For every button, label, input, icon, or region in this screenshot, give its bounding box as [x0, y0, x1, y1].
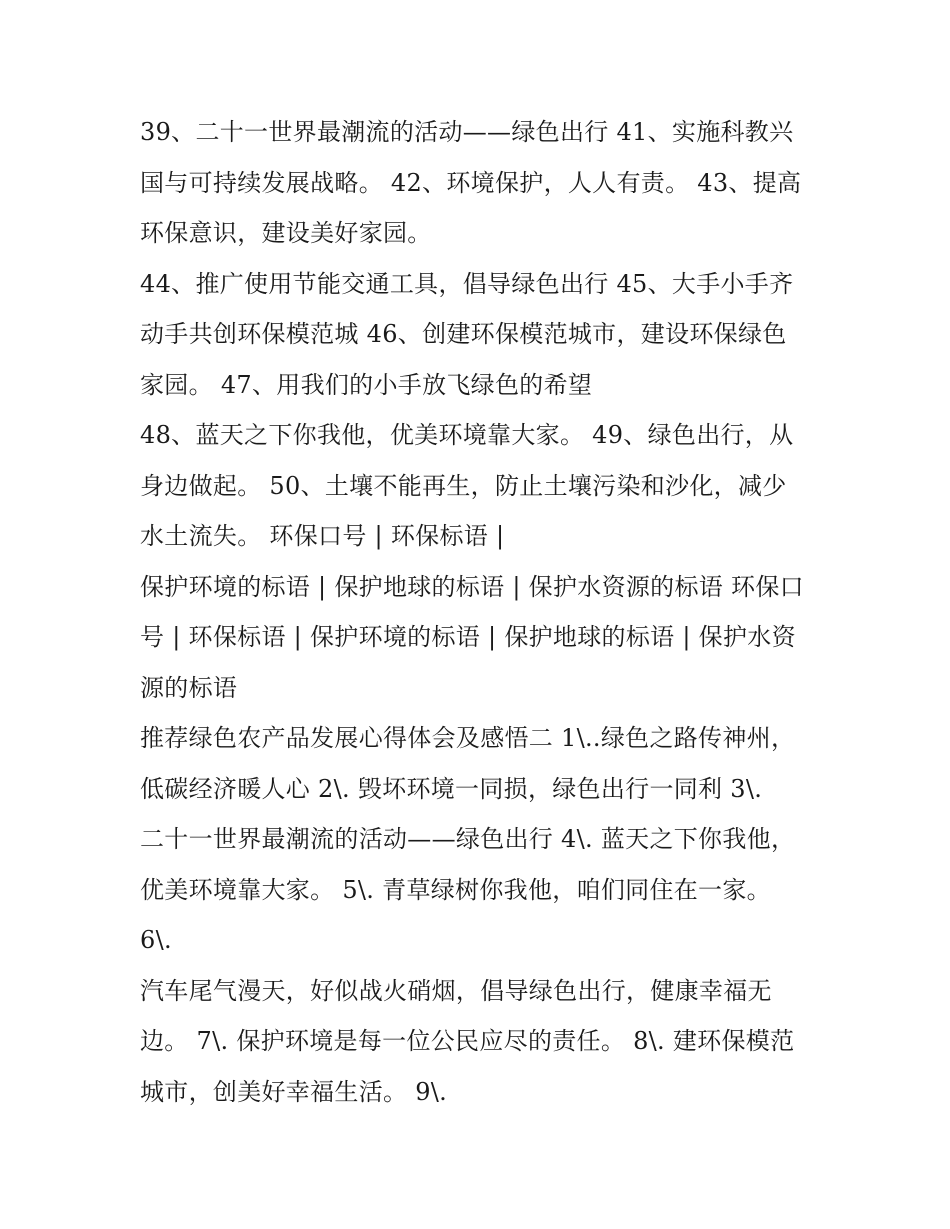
- text-line: 汽车尾气漫天，好似战火硝烟，倡导绿色出行，健康幸福无: [140, 976, 772, 1005]
- document-body: [140, 107, 820, 1117]
- text-line: 6\.: [140, 926, 172, 954]
- text-line: 源的标语: [140, 673, 238, 702]
- text-line: 48、蓝天之下你我他，优美环境靠大家。 49、绿色出行，从: [140, 421, 794, 449]
- text-line: 低碳经济暖人心 2\. 毁坏环境一同损，绿色出行一同利 3\.: [140, 774, 763, 803]
- text-line: 二十一世界最潮流的活动——绿色出行 4\. 蓝天之下你我他，: [140, 825, 796, 853]
- text-line: 39、二十一世界最潮流的活动——绿色出行 41、实施科教兴: [140, 118, 794, 146]
- text-line: 城市，创美好幸福生活。 9\.: [140, 1077, 448, 1106]
- text-line: 国与可持续发展战略。 42、环境保护，人人有责。 43、提高: [140, 168, 802, 197]
- text-line: 动手共创环保模范城 46、创建环保模范城市，建设环保绿色: [140, 320, 787, 348]
- text-line: 水土流失。 环保口号 | 环保标语 |: [140, 522, 505, 550]
- text-line: 家园。 47、用我们的小手放飞绿色的希望: [140, 370, 593, 399]
- text-line: 推荐绿色农产品发展心得体会及感悟二 1\..绿色之路传神州，: [140, 724, 796, 752]
- text-line: 环保意识，建设美好家园。: [140, 219, 432, 247]
- text-line: 保护环境的标语 | 保护地球的标语 | 保护水资源的标语 环保口: [140, 572, 804, 601]
- text-line: 边。 7\. 保护环境是每一位公民应尽的责任。 8\. 建环保模范: [140, 1027, 795, 1055]
- text-line: 号 | 环保标语 | 保护环境的标语 | 保护地球的标语 | 保护水资: [140, 623, 796, 651]
- text-line: 44、推广使用节能交通工具，倡导绿色出行 45、大手小手齐: [140, 269, 794, 298]
- text-line: 优美环境靠大家。 5\. 青草绿树你我他，咱们同住在一家。: [140, 875, 771, 904]
- text-line: 身边做起。 50、土壤不能再生，防止土壤污染和沙化，减少: [140, 471, 787, 500]
